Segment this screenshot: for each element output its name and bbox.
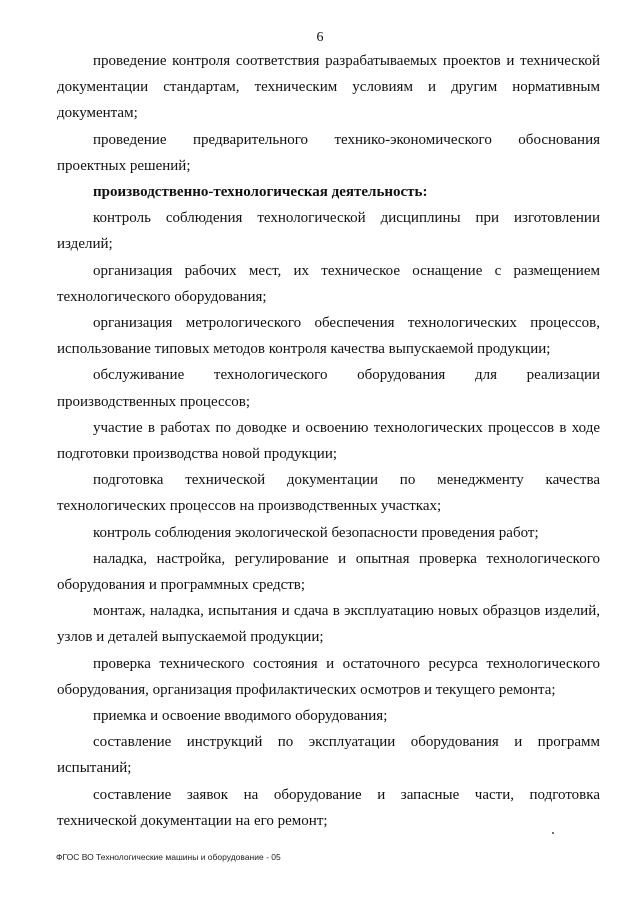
paragraph: проведение предварительного технико-экономического обоснования проектных решений; xyxy=(57,131,600,174)
scan-speck xyxy=(552,832,554,834)
paragraph: организация метрологического обеспечения технологических процессов, использование типовых методов контроля качества выпускаемой продукции; xyxy=(57,315,600,358)
paragraph: наладка, настройка, регулирование и опытная проверка технологического оборудования и программных средств; xyxy=(57,550,600,594)
paragraph: контроль соблюдения технологической дисциплины при изготовлении изделий; xyxy=(57,210,600,253)
paragraph: организация рабочих мест, их техническое оснащение с размещением технологического оборудования; xyxy=(57,262,600,305)
paragraph: составление инструкций по эксплуатации оборудования и программ испытаний; xyxy=(57,734,600,777)
paragraph: обслуживание технологического оборудования для реализации производственных процессов; xyxy=(57,367,600,410)
paragraph: проведение контроля соответствия разрабатываемых проектов и технической документации стандартам, техническим условиям и другим нормативным документам; xyxy=(57,53,600,122)
paragraph: контроль соблюдения экологической безопасности проведения работ; xyxy=(93,524,539,541)
page-footer: ФГОС ВО Технологические машины и оборудование - 05 xyxy=(56,852,281,862)
paragraph: составление заявок на оборудование и запасные части, подготовка технической документации на его ремонт; xyxy=(57,786,600,829)
document-body xyxy=(57,48,600,834)
paragraph: монтаж, наладка, испытания и сдача в эксплуатацию новых образцов изделий, узлов и деталей выпускаемой продукции; xyxy=(57,603,600,646)
page-number: 6 xyxy=(316,30,324,45)
paragraph: подготовка технической документации по менеджменту качества технологических процессов на производственных участках; xyxy=(57,472,600,515)
paragraph: проверка технического состояния и остаточного ресурса технологического оборудования, организация профилактических осмотров и текущего ремонта; xyxy=(57,655,600,698)
paragraph: приемка и освоение вводимого оборудования; xyxy=(93,708,388,725)
section-heading: производственно-технологическая деятельность: xyxy=(93,184,428,201)
paragraph: участие в работах по доводке и освоению технологических процессов в ходе подготовки производства новой продукции; xyxy=(57,419,600,463)
